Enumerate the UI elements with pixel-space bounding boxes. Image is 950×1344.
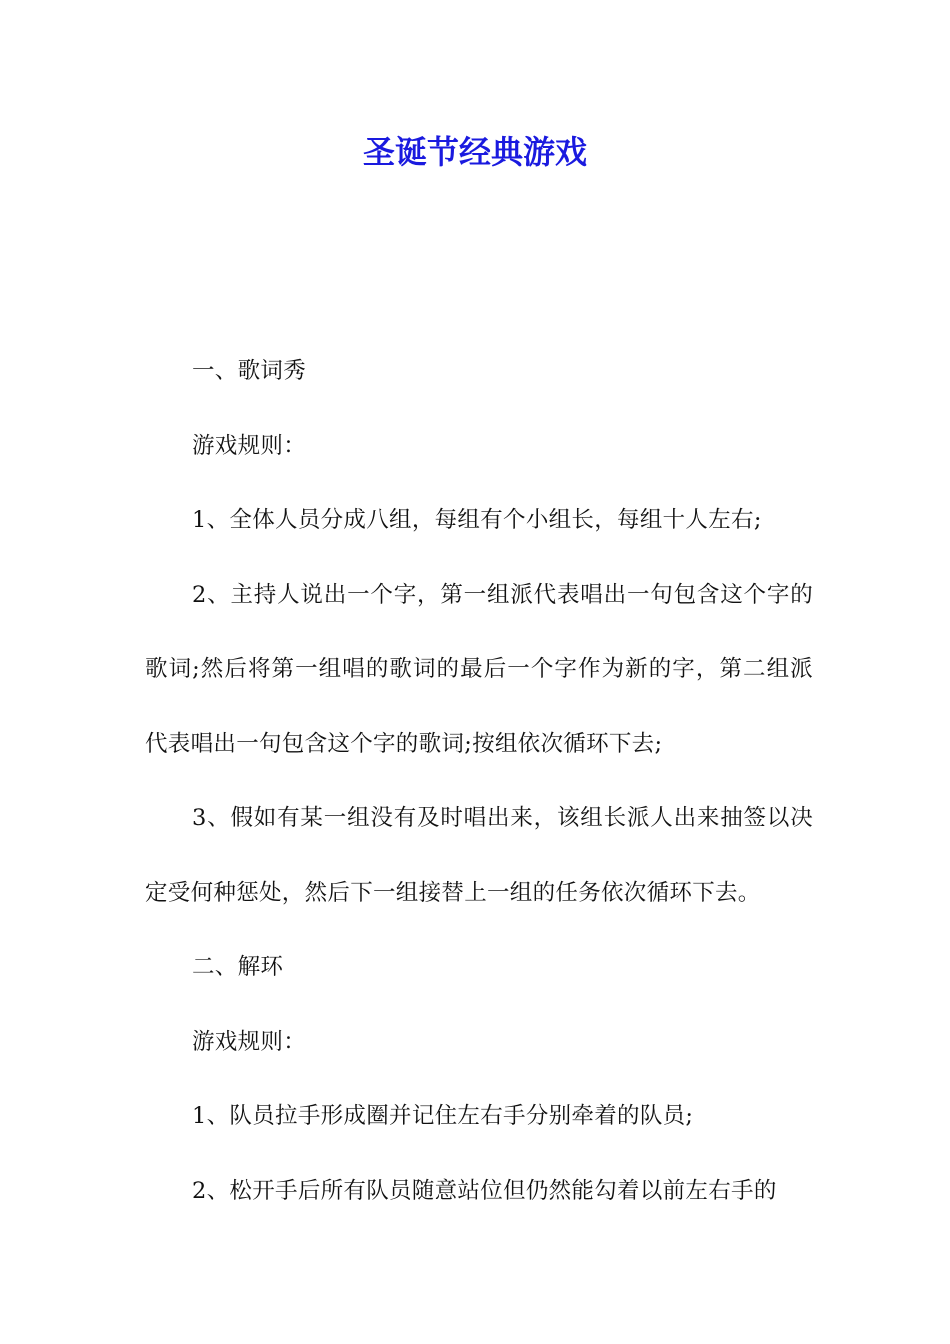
rules-label: 游戏规则： xyxy=(192,1028,307,1055)
document-body xyxy=(145,334,813,1228)
document-title: 圣诞节经典游戏 xyxy=(362,133,587,171)
section-heading-lyrics-show: 一、歌词秀 xyxy=(192,358,307,384)
rule-paragraph: 1、队员拉手形成圈并记住左右手分别牵着的队员; xyxy=(192,1103,694,1129)
section-heading-untangle: 二、解环 xyxy=(192,954,284,980)
rule-paragraph: 2、松开手后所有队员随意站位但仍然能勾着以前左右手的 xyxy=(192,1177,777,1204)
rule-paragraph: 2、主持人说出一个字，第一组派代表唱出一句包含这个字的歌词;然后将第一组唱的歌词的最后一个字作为新的字，第二组派代表唱出一句包含这个字的歌词;按组依次循环下去; xyxy=(145,581,813,757)
rules-label: 游戏规则： xyxy=(192,432,307,459)
rule-paragraph: 1、全体人员分成八组，每组有个小组长，每组十人左右; xyxy=(192,507,762,533)
rule-paragraph: 3、假如有某一组没有及时唱出来，该组长派人出来抽签以决定受何种惩处，然后下一组接替上一组的任务依次循环下去。 xyxy=(145,805,813,906)
